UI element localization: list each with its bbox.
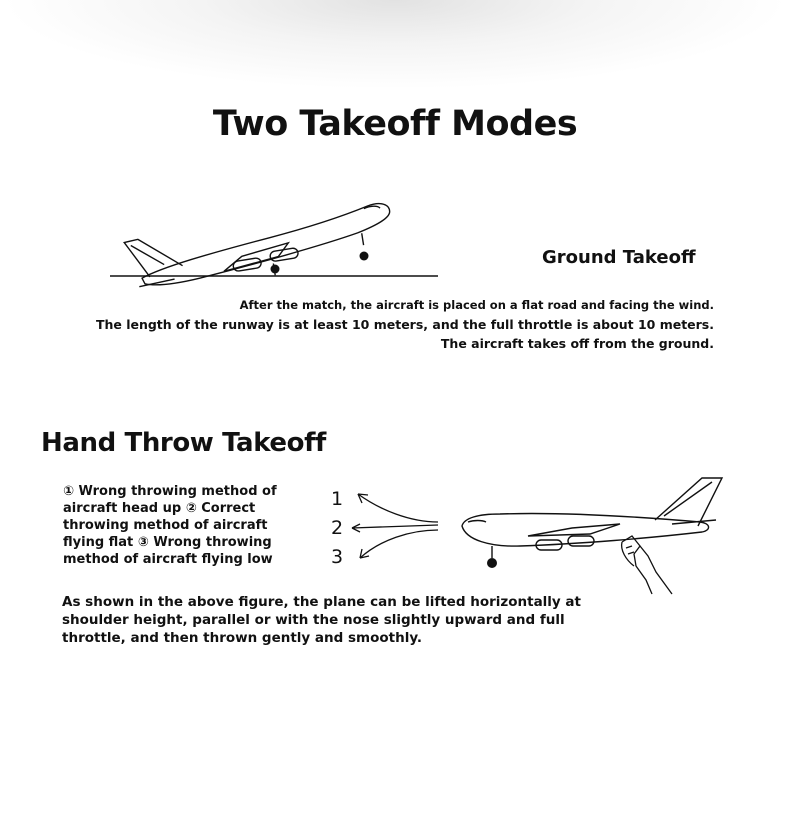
arrow-label-1: 1 — [331, 488, 344, 510]
arrow-2-line — [352, 525, 438, 528]
arrow-1-curve — [358, 494, 438, 522]
ground-takeoff-illustration — [100, 195, 450, 285]
hand-throw-illustration — [450, 470, 740, 600]
ground-takeoff-description — [74, 296, 714, 353]
throw-airplane — [462, 478, 722, 558]
hand-icon — [622, 536, 672, 594]
arrow-3-curve — [360, 530, 438, 558]
ground-airplane — [124, 200, 397, 298]
ground-desc-line-3: The aircraft takes off from the ground. — [440, 336, 714, 351]
throw-arrows-diagram — [320, 478, 450, 578]
ground-desc-line-2: The length of the runway is at least 10 meters, and the full throttle is about 10 meters. — [95, 317, 714, 332]
throw-modes-text: ① Wrong throwing method of aircraft head up ② Correct throwing method of aircraft flying flat ③ Wrong throwing method of aircraft flying low — [63, 484, 277, 567]
hand-throw-description: As shown in the above figure, the plane can be lifted horizontally at shoulder height, parallel or with the nose slightly upward and full throttle, and then thrown gently and smoothly. — [62, 594, 581, 646]
arrow-label-3: 3 — [331, 546, 344, 568]
arrow-label-2: 2 — [331, 517, 344, 539]
page-title: Two Takeoff Modes — [212, 104, 578, 144]
ground-desc-line-1: After the match, the aircraft is placed on a flat road and facing the wind. — [239, 298, 714, 312]
top-background-glow — [0, 0, 790, 90]
ground-takeoff-label: Ground Takeoff — [542, 247, 696, 268]
hand-throw-title: Hand Throw Takeoff — [41, 428, 326, 458]
